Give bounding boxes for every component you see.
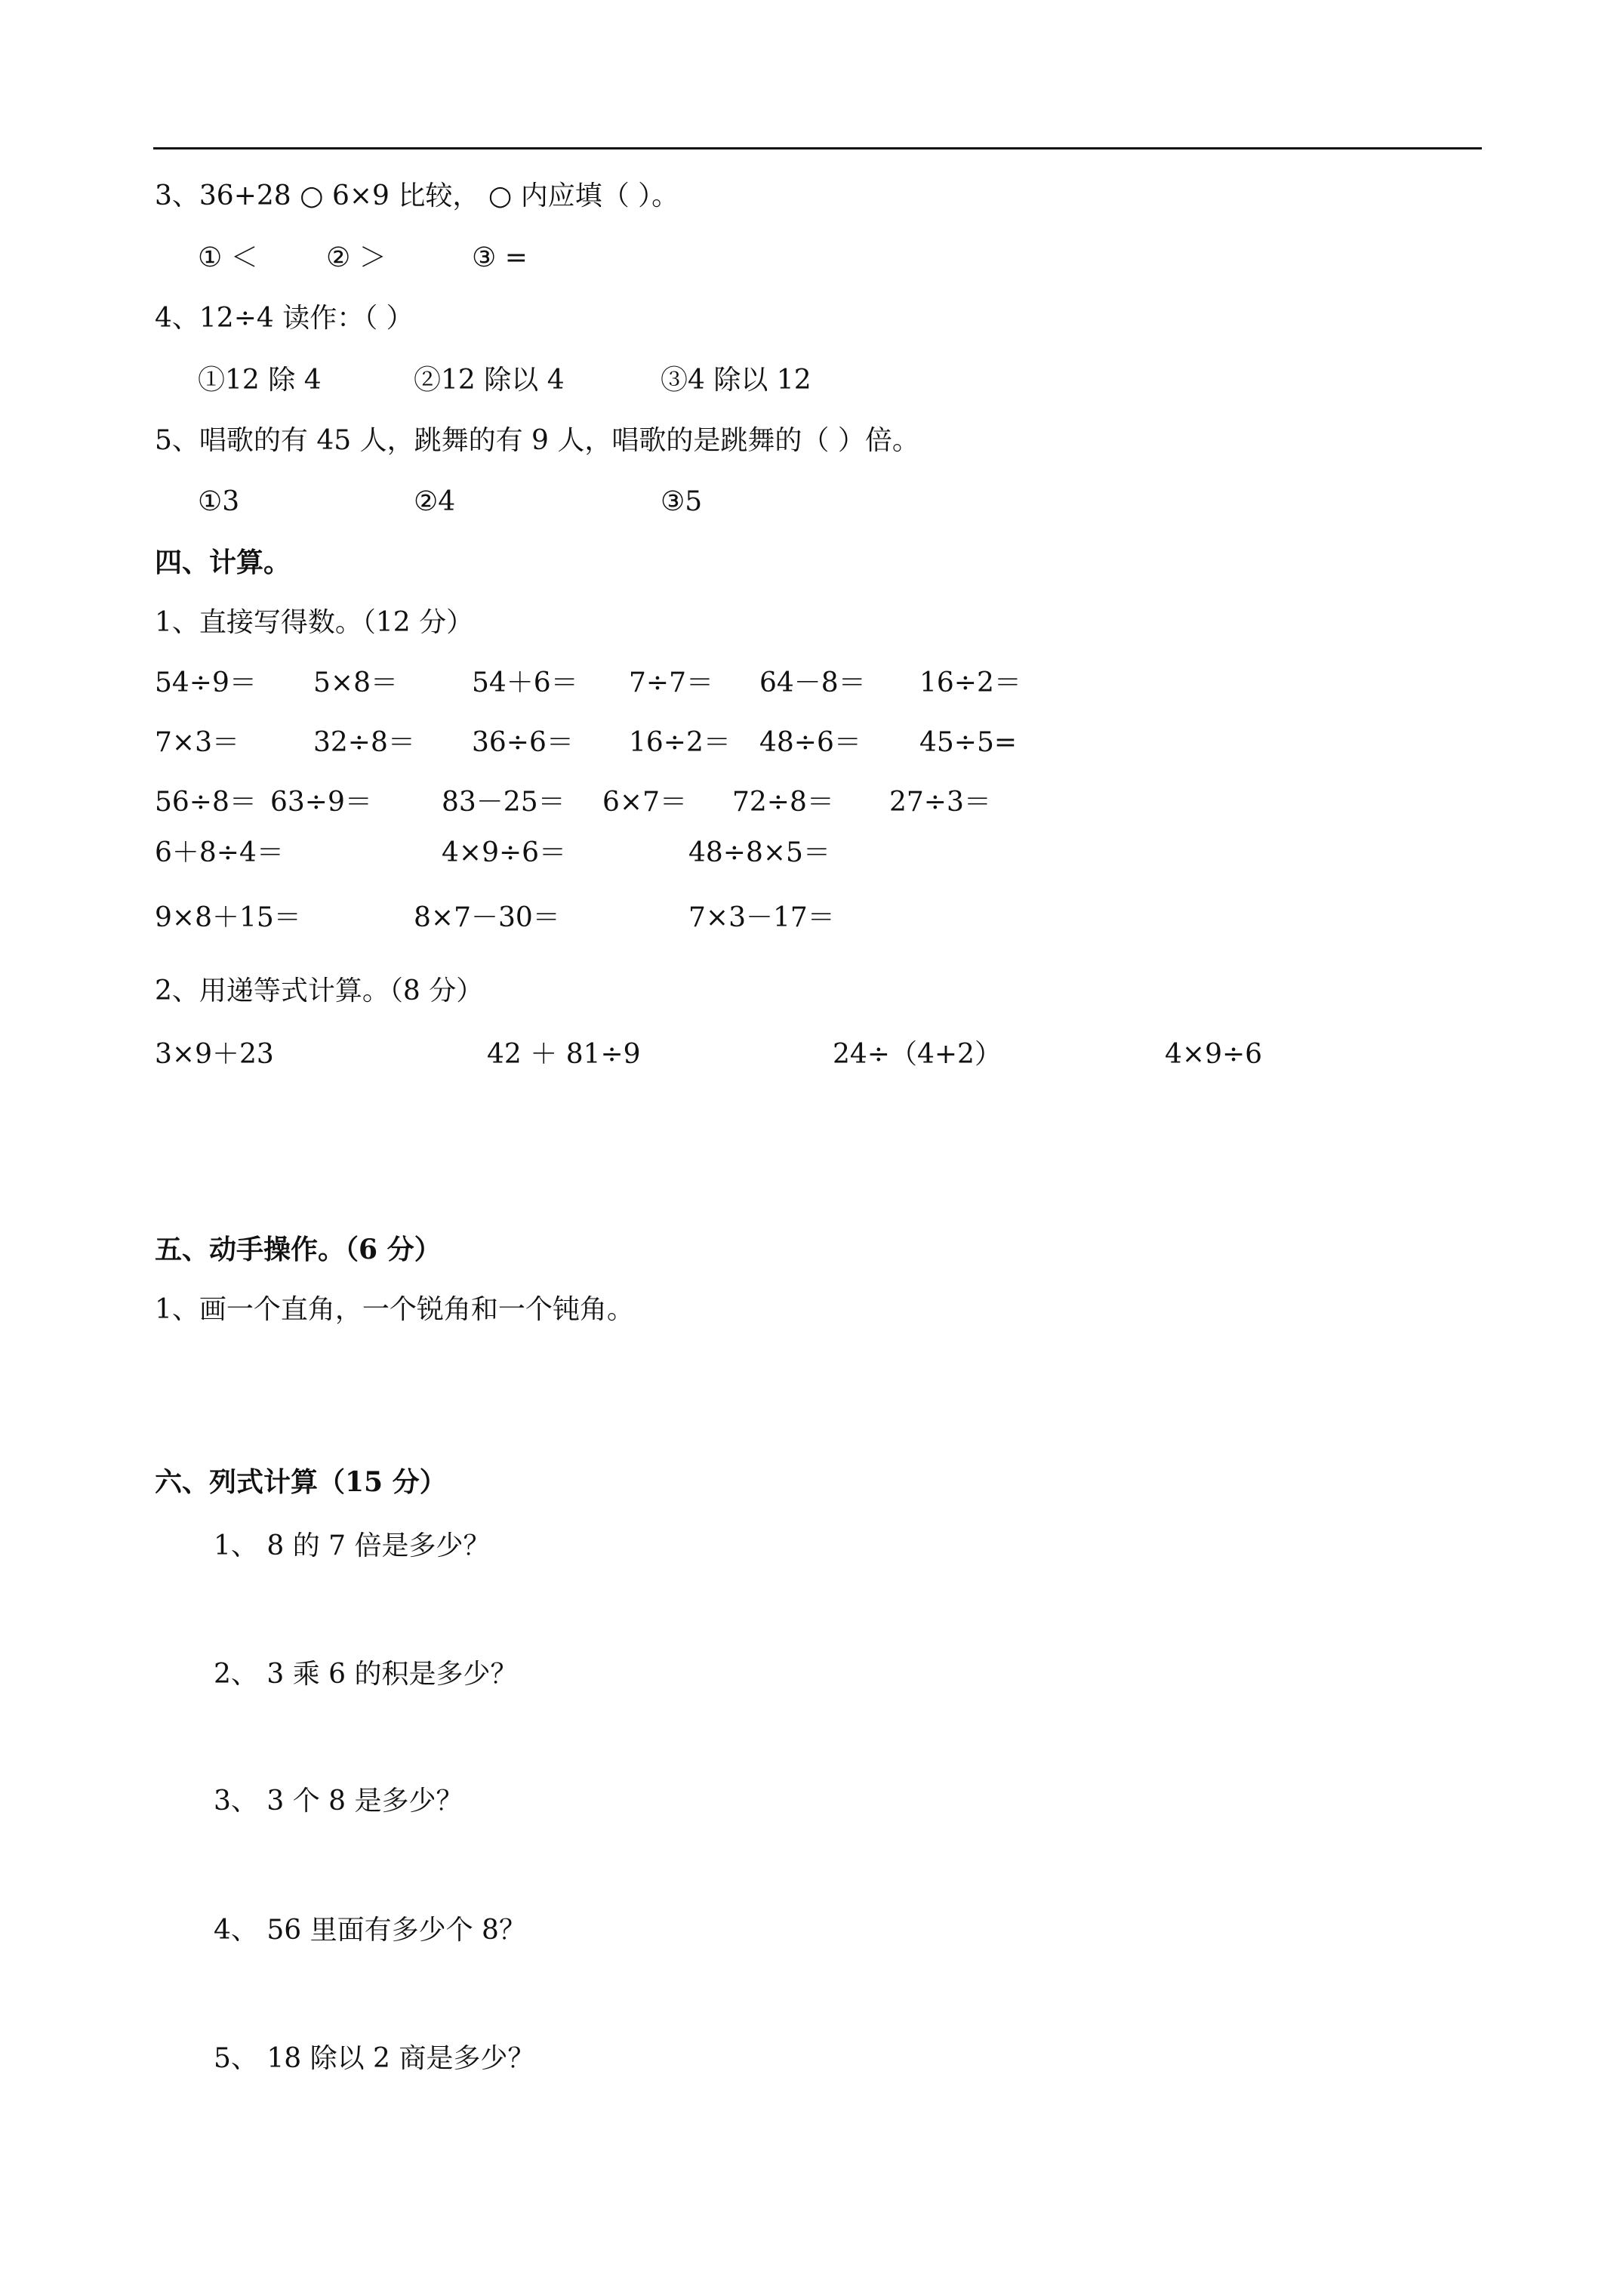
calc-r1-c4: 7÷7＝ [629, 667, 713, 698]
stepwise-item-1: 3×9＋23 [155, 1039, 274, 1070]
section-5-title: 五、动手操作。（6 分） [155, 1234, 442, 1265]
calc-r4-c2: 4×9÷6＝ [442, 837, 567, 868]
calc-r3-c1: 56÷8＝ [155, 787, 257, 818]
calc-r2-c4: 16÷2＝ [629, 727, 731, 758]
calc-r4-c3: 48÷8×5＝ [688, 837, 830, 868]
calc-r5-c3: 7×3－17＝ [688, 902, 835, 933]
q4-option-3: ③4 除以 12 [661, 365, 812, 396]
section-6-title: 六、列式计算（15 分） [155, 1466, 447, 1498]
section-6-item-4: 4、 56 里面有多少个 8？ [214, 1915, 526, 1946]
section-6-item-2: 2、 3 乘 6 的积是多少？ [214, 1659, 518, 1690]
q4-option-1: ①12 除 4 [198, 365, 322, 396]
stepwise-item-4: 4×9÷6 [1165, 1039, 1263, 1070]
calc-r5-c2: 8×7－30＝ [414, 902, 560, 933]
calc-r1-c6: 16÷2＝ [919, 667, 1021, 698]
calc-r1-c1: 54÷9＝ [155, 667, 257, 698]
section-4-title: 四、计算。 [155, 547, 291, 578]
calc-r3-c4: 6×7＝ [602, 787, 687, 818]
calc-r3-c2: 63÷9＝ [270, 787, 372, 818]
question-4: 4、12÷4 读作：（ ） [155, 303, 414, 334]
question-3: 3、36+28 ○ 6×9 比较， ○ 内应填（ ）。 [155, 180, 679, 211]
section-4-part-1-title: 1、直接写得数。（12 分） [155, 607, 474, 638]
calc-r3-c3: 83－25＝ [442, 787, 565, 818]
calc-r2-c6: 45÷5= [919, 727, 1018, 758]
calc-r3-c6: 27÷3＝ [889, 787, 991, 818]
calc-r3-c5: 72÷8＝ [732, 787, 834, 818]
q5-option-2: ②4 [414, 486, 456, 517]
section-6-item-1: 1、 8 的 7 倍是多少？ [214, 1530, 491, 1561]
calc-r1-c2: 5×8＝ [313, 667, 398, 698]
calc-r1-c5: 64－8＝ [759, 667, 866, 698]
section-5-question-1: 1、画一个直角，一个锐角和一个钝角。 [155, 1294, 634, 1325]
q5-option-1: ①3 [198, 486, 240, 517]
question-5: 5、唱歌的有 45 人，跳舞的有 9 人，唱歌的是跳舞的（ ）倍。 [155, 425, 919, 456]
section-6-item-3: 3、 3 个 8 是多少？ [214, 1786, 463, 1817]
calc-r2-c3: 36÷6＝ [472, 727, 574, 758]
calc-r4-c1: 6＋8÷4＝ [155, 837, 284, 868]
section-6-item-5: 5、 18 除以 2 商是多少？ [214, 2043, 535, 2074]
stepwise-item-3: 24÷（4+2） [833, 1039, 1002, 1070]
calc-r2-c5: 48÷6＝ [759, 727, 861, 758]
q5-option-3: ③5 [661, 486, 703, 517]
calc-r2-c2: 32÷8＝ [313, 727, 415, 758]
q4-option-2: ②12 除以 4 [414, 365, 565, 396]
stepwise-item-2: 42 ＋ 81÷9 [487, 1039, 641, 1070]
q3-option-3: ③ = [472, 242, 528, 273]
header-rule [153, 147, 1482, 149]
section-4-part-2-title: 2、用递等式计算。（8 分） [155, 975, 484, 1006]
calc-r1-c3: 54＋6＝ [472, 667, 578, 698]
q3-option-2: ② ＞ [326, 242, 387, 273]
calc-r2-c1: 7×3＝ [155, 727, 239, 758]
q3-option-1: ① ＜ [198, 242, 258, 273]
calc-r5-c1: 9×8＋15＝ [155, 902, 301, 933]
